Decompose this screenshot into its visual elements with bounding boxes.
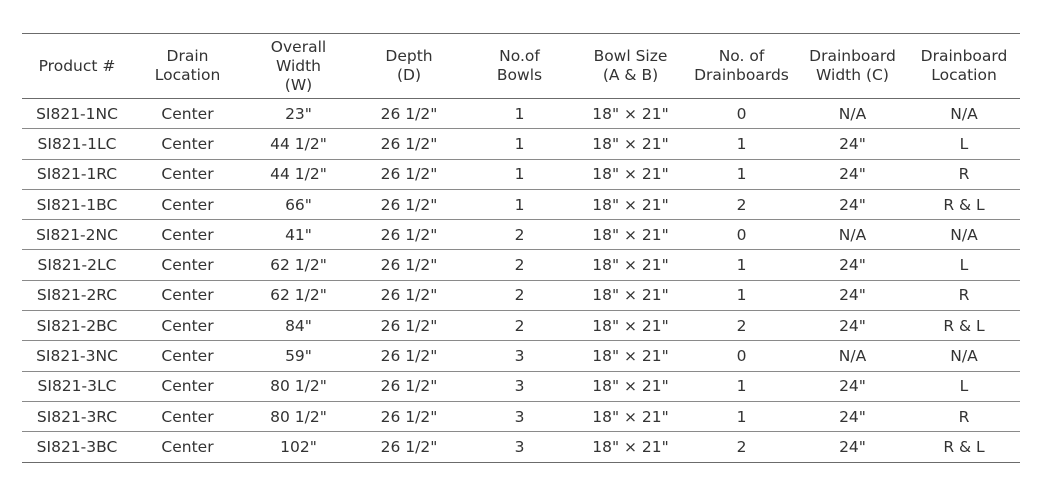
header-line: No. of <box>718 47 765 65</box>
cell-depth: 26 1/2" <box>380 377 438 396</box>
header-line: (A & B) <box>602 66 659 84</box>
cell-overall-width: 44 1/2" <box>270 134 327 153</box>
table-row <box>22 280 1020 310</box>
cell-depth: 26 1/2" <box>380 225 438 244</box>
header-overall-width <box>243 34 354 99</box>
cell-no-of-bowls: 1 <box>514 104 525 123</box>
header-line: Width <box>275 56 322 75</box>
cell-no-of-drainboards: 0 <box>736 104 747 123</box>
cell-no-of-bowls: 2 <box>514 256 525 275</box>
cell-overall-width: 102" <box>280 437 317 456</box>
cell-no-of-drainboards: 2 <box>736 195 747 214</box>
table-header <box>22 34 1020 99</box>
cell-product-number: SI821-3LC <box>37 377 117 396</box>
header-no-of-drainboards <box>686 34 797 99</box>
cell-drainboard-width: 24" <box>839 407 866 426</box>
header-drain-location <box>132 34 243 99</box>
cell-drainboard-width: 24" <box>839 377 866 396</box>
cell-bowl-size: 18" × 21" <box>592 286 669 305</box>
header-line: Drainboards <box>694 66 789 84</box>
cell-no-of-drainboards: 1 <box>736 256 747 275</box>
cell-no-of-drainboards: 1 <box>736 134 747 153</box>
cell-overall-width: 80 1/2" <box>270 377 327 396</box>
cell-drainboard-location: L <box>959 377 969 396</box>
cell-drainboard-width: 24" <box>839 316 866 335</box>
cell-drainboard-width: N/A <box>838 347 867 366</box>
header-line: Depth <box>385 47 433 65</box>
header-product-number <box>22 34 132 99</box>
cell-product-number: SI821-3NC <box>36 347 118 366</box>
cell-drainboard-width: 24" <box>839 134 866 153</box>
cell-no-of-bowls: 2 <box>514 286 525 305</box>
cell-drainboard-location: L <box>959 256 969 275</box>
table-row <box>22 159 1020 189</box>
cell-bowl-size: 18" × 21" <box>592 225 669 244</box>
cell-drainboard-location: N/A <box>950 347 978 366</box>
cell-overall-width: 62 1/2" <box>270 256 327 275</box>
cell-no-of-drainboards: 1 <box>736 165 747 184</box>
cell-overall-width: 23" <box>285 104 312 123</box>
cell-bowl-size: 18" × 21" <box>592 256 669 275</box>
cell-drain-location: Center <box>161 286 214 305</box>
cell-overall-width: 41" <box>285 225 312 244</box>
cell-bowl-size: 18" × 21" <box>592 407 669 426</box>
header-line: (W) <box>284 75 313 94</box>
header-line: Product # <box>38 56 116 75</box>
header-drainboard-location <box>908 34 1020 99</box>
header-line: Bowl Size <box>593 47 668 65</box>
cell-drainboard-width: 24" <box>839 195 866 214</box>
cell-no-of-drainboards: 1 <box>736 377 747 396</box>
cell-depth: 26 1/2" <box>380 407 438 426</box>
cell-drain-location: Center <box>161 316 214 335</box>
cell-no-of-bowls: 1 <box>514 195 525 214</box>
cell-no-of-bowls: 3 <box>514 407 525 426</box>
header-drainboard-width <box>797 34 908 99</box>
cell-product-number: SI821-1NC <box>36 104 118 123</box>
cell-bowl-size: 18" × 21" <box>592 347 669 366</box>
cell-drainboard-location: R <box>958 286 970 305</box>
cell-no-of-bowls: 3 <box>514 437 525 456</box>
cell-bowl-size: 18" × 21" <box>592 316 669 335</box>
header-line: Location <box>931 66 997 84</box>
cell-product-number: SI821-2BC <box>36 316 118 335</box>
cell-bowl-size: 18" × 21" <box>592 195 669 214</box>
cell-depth: 26 1/2" <box>380 134 438 153</box>
cell-drainboard-location: R & L <box>943 316 985 335</box>
cell-drainboard-location: R & L <box>943 195 985 214</box>
cell-depth: 26 1/2" <box>380 437 438 456</box>
cell-product-number: SI821-2NC <box>36 225 118 244</box>
cell-drain-location: Center <box>161 256 214 275</box>
cell-no-of-bowls: 3 <box>514 377 525 396</box>
cell-product-number: SI821-1RC <box>36 165 118 184</box>
cell-no-of-drainboards: 2 <box>736 437 747 456</box>
cell-no-of-bowls: 1 <box>514 134 525 153</box>
header-line: Width (C) <box>816 66 889 84</box>
cell-bowl-size: 18" × 21" <box>592 165 669 184</box>
header-bowl-size <box>575 34 686 99</box>
spec-table-container <box>22 33 1020 463</box>
table-row <box>22 371 1020 401</box>
header-depth <box>354 34 464 99</box>
cell-no-of-bowls: 2 <box>514 316 525 335</box>
table-row <box>22 99 1020 129</box>
table-row <box>22 432 1020 462</box>
cell-depth: 26 1/2" <box>380 347 438 366</box>
table-row <box>22 250 1020 280</box>
cell-bowl-size: 18" × 21" <box>592 104 669 123</box>
cell-product-number: SI821-1LC <box>37 134 117 153</box>
cell-depth: 26 1/2" <box>380 104 438 123</box>
cell-drainboard-location: R <box>958 407 970 426</box>
cell-no-of-drainboards: 1 <box>736 286 747 305</box>
cell-overall-width: 59" <box>285 347 312 366</box>
cell-drainboard-location: N/A <box>950 104 978 123</box>
table-row <box>22 341 1020 371</box>
cell-product-number: SI821-3RC <box>36 407 118 426</box>
header-line: Drainboard <box>920 47 1008 65</box>
cell-depth: 26 1/2" <box>380 286 438 305</box>
cell-no-of-bowls: 2 <box>514 225 525 244</box>
cell-no-of-drainboards: 0 <box>736 347 747 366</box>
cell-overall-width: 62 1/2" <box>270 286 327 305</box>
cell-drain-location: Center <box>161 407 214 426</box>
table-row <box>22 401 1020 431</box>
cell-drain-location: Center <box>161 104 214 123</box>
cell-drain-location: Center <box>161 437 214 456</box>
cell-drain-location: Center <box>161 195 214 214</box>
header-line: Drainboard <box>809 47 896 65</box>
cell-no-of-drainboards: 0 <box>736 225 747 244</box>
header-line: No.of <box>499 47 540 65</box>
cell-drain-location: Center <box>161 347 214 366</box>
cell-no-of-drainboards: 2 <box>736 316 747 335</box>
cell-no-of-bowls: 1 <box>514 165 525 184</box>
header-line: (D) <box>396 66 422 84</box>
cell-drain-location: Center <box>161 165 214 184</box>
cell-drain-location: Center <box>161 134 214 153</box>
header-line: Drain <box>166 47 209 65</box>
cell-depth: 26 1/2" <box>380 316 438 335</box>
cell-drainboard-location: L <box>959 134 969 153</box>
header-row <box>22 34 1020 99</box>
cell-drainboard-location: R <box>958 165 970 184</box>
cell-no-of-bowls: 3 <box>514 347 525 366</box>
cell-overall-width: 84" <box>285 316 312 335</box>
cell-depth: 26 1/2" <box>380 256 438 275</box>
cell-drainboard-width: N/A <box>838 104 867 123</box>
header-line: Overall <box>270 37 327 56</box>
product-spec-table <box>22 33 1020 463</box>
cell-product-number: SI821-1BC <box>36 195 118 214</box>
header-line: Bowls <box>496 66 543 84</box>
cell-depth: 26 1/2" <box>380 165 438 184</box>
cell-overall-width: 80 1/2" <box>270 407 327 426</box>
cell-drain-location: Center <box>161 377 214 396</box>
table-row <box>22 311 1020 341</box>
header-line: Location <box>154 66 221 84</box>
cell-overall-width: 66" <box>285 195 312 214</box>
cell-drainboard-width: 24" <box>839 286 866 305</box>
cell-drainboard-width: N/A <box>838 225 867 244</box>
cell-bowl-size: 18" × 21" <box>592 134 669 153</box>
cell-overall-width: 44 1/2" <box>270 165 327 184</box>
cell-depth: 26 1/2" <box>380 195 438 214</box>
cell-drainboard-width: 24" <box>839 256 866 275</box>
cell-drain-location: Center <box>161 225 214 244</box>
cell-drainboard-location: R & L <box>943 437 985 456</box>
cell-drainboard-width: 24" <box>839 437 866 456</box>
table-row <box>22 189 1020 219</box>
cell-drainboard-location: N/A <box>950 225 978 244</box>
table-body <box>22 99 1020 463</box>
table-row <box>22 220 1020 250</box>
cell-drainboard-width: 24" <box>839 165 866 184</box>
header-no-of-bowls <box>464 34 575 99</box>
cell-bowl-size: 18" × 21" <box>592 377 669 396</box>
table-row <box>22 129 1020 159</box>
cell-product-number: SI821-3BC <box>36 437 118 456</box>
cell-no-of-drainboards: 1 <box>736 407 747 426</box>
cell-product-number: SI821-2LC <box>37 256 117 275</box>
cell-product-number: SI821-2RC <box>36 286 118 305</box>
cell-bowl-size: 18" × 21" <box>592 437 669 456</box>
